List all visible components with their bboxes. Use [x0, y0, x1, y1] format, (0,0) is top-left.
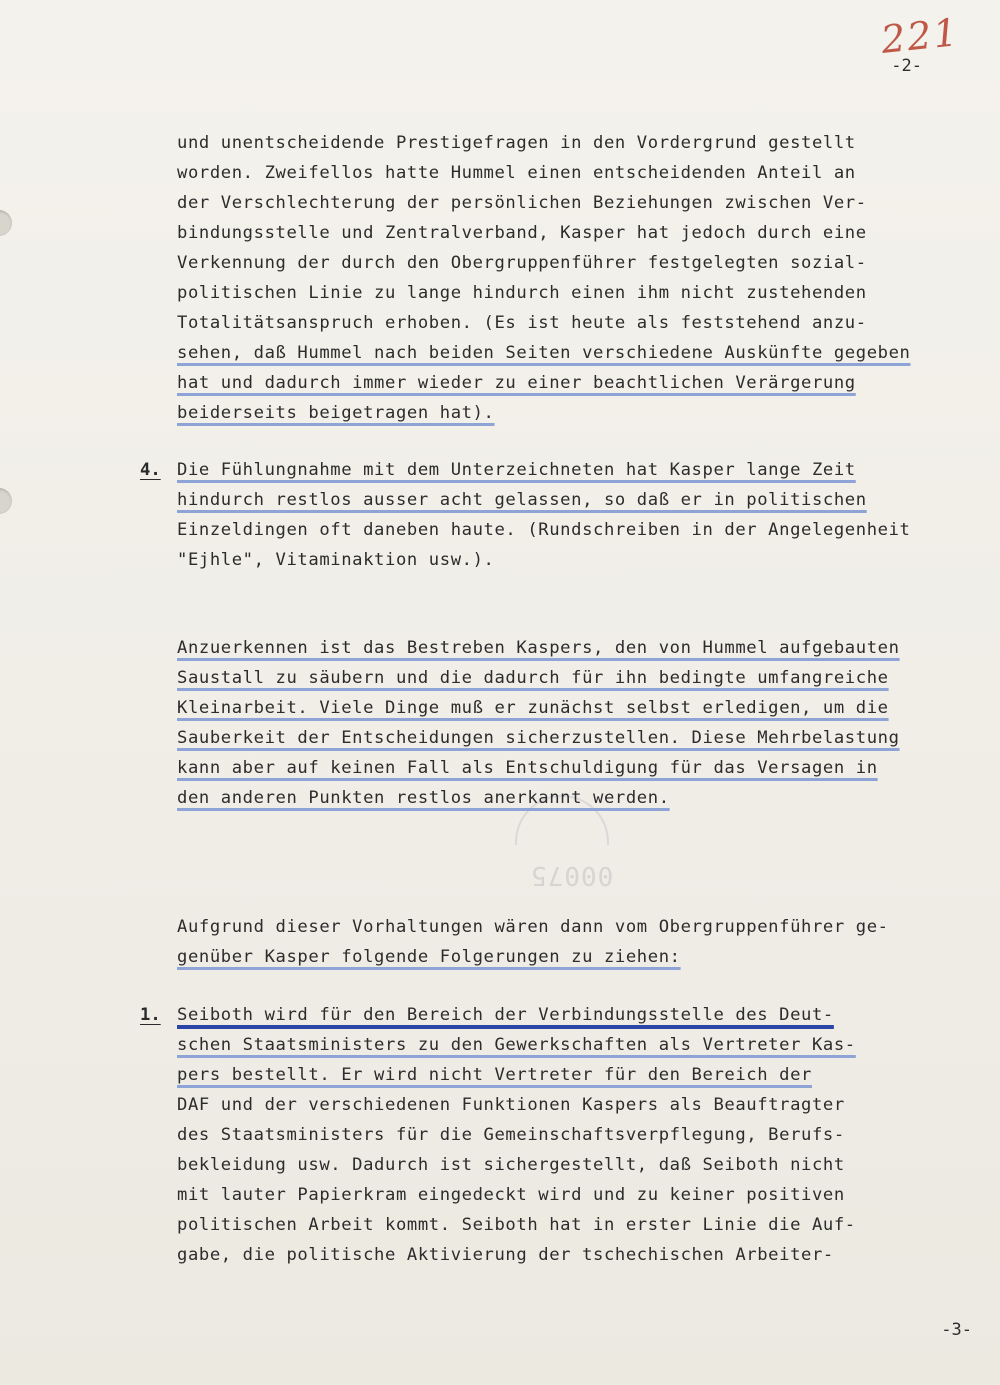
paragraph-3	[177, 912, 992, 972]
text-line: politischen Arbeit kommt. Seiboth hat in erster Linie die Auf-	[177, 1215, 856, 1235]
text-line: politischen Linie zu lange hindurch einen ihm nicht zustehenden	[177, 283, 867, 303]
text-line-underlined: genüber Kasper folgende Folgerungen zu ziehen:	[177, 947, 681, 967]
text-line-underlined: kann aber auf keinen Fall als Entschuldigung für das Versagen in	[177, 758, 878, 778]
text-line-underlined: schen Staatsministers zu den Gewerkschaften als Vertreter Kas-	[177, 1035, 856, 1055]
point-1	[177, 1000, 992, 1270]
paragraph-1	[177, 128, 992, 428]
text-line-underlined: Die Fühlungnahme mit dem Unterzeichneten hat Kasper lange Zeit	[177, 460, 856, 480]
text-line: Aufgrund dieser Vorhaltungen wären dann vom Obergruppenführer ge-	[177, 917, 889, 937]
text-line-underlined: beiderseits beigetragen hat).	[177, 403, 495, 423]
text-line-underlined: Anzuerkennen ist das Bestreben Kaspers, den von Hummel aufgebauten	[177, 638, 900, 658]
punch-hole	[0, 488, 12, 514]
text-line-underlined: sehen, daß Hummel nach beiden Seiten verschiedene Auskünfte gegeben	[177, 343, 911, 363]
paragraph-2	[177, 633, 992, 813]
text-line-underlined: hat und dadurch immer wieder zu einer beachtlichen Verärgerung	[177, 373, 856, 393]
next-page-marker: -3-	[941, 1320, 972, 1340]
text-line: und unentscheidende Prestigefragen in den Vordergrund gestellt	[177, 133, 856, 153]
point-4-marker: 4.	[140, 460, 161, 480]
page-number: -2-	[891, 56, 922, 76]
text-line: des Staatsministers für die Gemeinschaftsverpflegung, Berufs-	[177, 1125, 845, 1145]
text-line: Totalitätsanspruch erhoben. (Es ist heute als feststehend anzu-	[177, 313, 867, 333]
handwritten-folio-number: 221	[879, 10, 963, 62]
text-line: der Verschlechterung der persönlichen Beziehungen zwischen Ver-	[177, 193, 867, 213]
text-line: Verkennung der durch den Obergruppenführer festgelegten sozial-	[177, 253, 867, 273]
text-line-underlined: pers bestellt. Er wird nicht Vertreter für den Bereich der	[177, 1065, 812, 1085]
text-line-underlined: Kleinarbeit. Viele Dinge muß er zunächst selbst erledigen, um die	[177, 698, 889, 718]
text-line: gabe, die politische Aktivierung der tschechischen Arbeiter-	[177, 1245, 834, 1265]
text-line: Einzeldingen oft daneben haute. (Rundschreiben in der Angelegenheit	[177, 520, 911, 540]
text-line-underlined: Saustall zu säubern und die dadurch für ihn bedingte umfangreiche	[177, 668, 889, 688]
text-line: bekleidung usw. Dadurch ist sichergestellt, daß Seiboth nicht	[177, 1155, 845, 1175]
text-line: "Ejhle", Vitaminaktion usw.).	[177, 550, 495, 570]
text-line-underlined: Sauberkeit der Entscheidungen sicherzustellen. Diese Mehrbelastung	[177, 728, 900, 748]
text-line: worden. Zweifellos hatte Hummel einen entscheidenden Anteil an	[177, 163, 856, 183]
text-line: mit lauter Papierkram eingedeckt wird und zu keiner positiven	[177, 1185, 845, 1205]
punch-hole	[0, 210, 12, 236]
text-line: bindungsstelle und Zentralverband, Kasper hat jedoch durch eine	[177, 223, 867, 243]
text-line: DAF und der verschiedenen Funktionen Kaspers als Beauftragter	[177, 1095, 845, 1115]
faint-stamp-number: 00075	[530, 860, 614, 890]
point-1-marker: 1.	[140, 1005, 161, 1025]
text-line-underlined: den anderen Punkten restlos anerkannt werden.	[177, 788, 670, 808]
point-4	[177, 455, 992, 575]
text-line-underlined: hindurch restlos ausser acht gelassen, so daß er in politischen	[177, 490, 867, 510]
text-line-underlined: Seiboth wird für den Bereich der Verbindungsstelle des Deut-	[177, 1005, 834, 1025]
